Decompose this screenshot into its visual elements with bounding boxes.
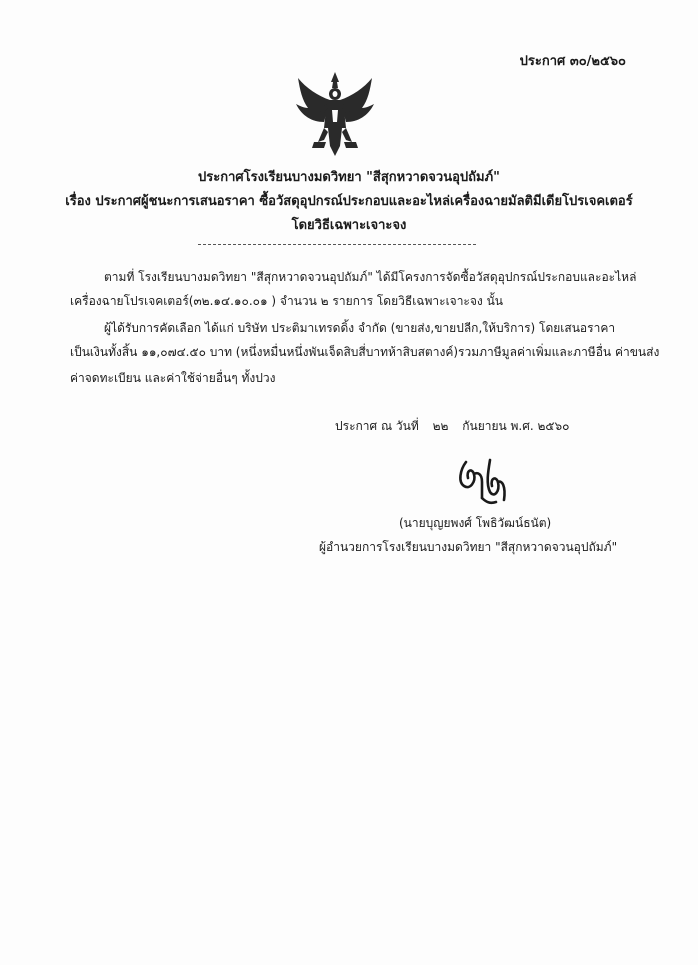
body-line-2: เครื่องฉายโปรเจคเตอร์(๓๒.๑๔.๑๐.๐๑ ) จำนวน ๒ รายการ โดยวิธีเฉพาะเจาะจง นั้น — [70, 294, 503, 308]
body-line-4: เป็นเงินทั้งสิ้น ๑๑,๐๗๔.๕๐ บาท (หนึ่งหมื่นหนึ่งพันเจ็ดสิบสี่บาทห้าสิบสตางค์)รวมภาษีมูลค่าเพิ่มและภาษีอื่น ค่าขนส่ง — [70, 345, 660, 359]
announcement-day: ๒๒ — [432, 419, 449, 433]
document-number: ประกาศ ๓๐/๒๕๖๐ — [519, 54, 626, 69]
signer-name: (นายบุญยพงศ์ โพธิวัฒน์ธนัต) — [399, 516, 552, 530]
dashed-divider — [198, 244, 476, 245]
body-line-5: ค่าจดทะเบียน และค่าใช้จ่ายอื่นๆ ทั้งปวง — [70, 371, 276, 385]
announcement-month-year: กันยายน พ.ศ. ๒๕๖๐ — [462, 419, 570, 433]
announcement-date — [335, 417, 579, 436]
garuda-emblem-icon — [290, 70, 380, 158]
handwritten-signature — [446, 452, 526, 512]
document-subject: เรื่อง ประกาศผู้ชนะการเสนอราคา ซื้อวัสดุอุปกรณ์ประกอบและอะไหล่เครื่องฉายมัลติมีเดียโปรเจคเตอร์ — [65, 194, 633, 209]
announcement-prefix: ประกาศ ณ วันที่ — [335, 419, 419, 433]
signer-title: ผู้อำนวยการโรงเรียนบางมดวิทยา "สีสุกหวาดจวนอุปถัมภ์" — [319, 540, 618, 554]
document-title: ประกาศโรงเรียนบางมดวิทยา "สีสุกหวาดจวนอุปถัมภ์" — [198, 170, 500, 185]
body-line-1: ตามที่ โรงเรียนบางมดวิทยา "สีสุกหวาดจวนอุปถัมภ์" ได้มีโครงการจัดซื้อวัสดุอุปกรณ์ประกอบและอะไหล่ — [104, 270, 637, 284]
body-line-3: ผู้ได้รับการคัดเลือก ได้แก่ บริษัท ประติมาเทรดดิ้ง จำกัด (ขายส่ง,ขายปลีก,ให้บริการ) โดยเสนอราคา — [104, 321, 616, 335]
procurement-method: โดยวิธีเฉพาะเจาะจง — [291, 218, 407, 233]
